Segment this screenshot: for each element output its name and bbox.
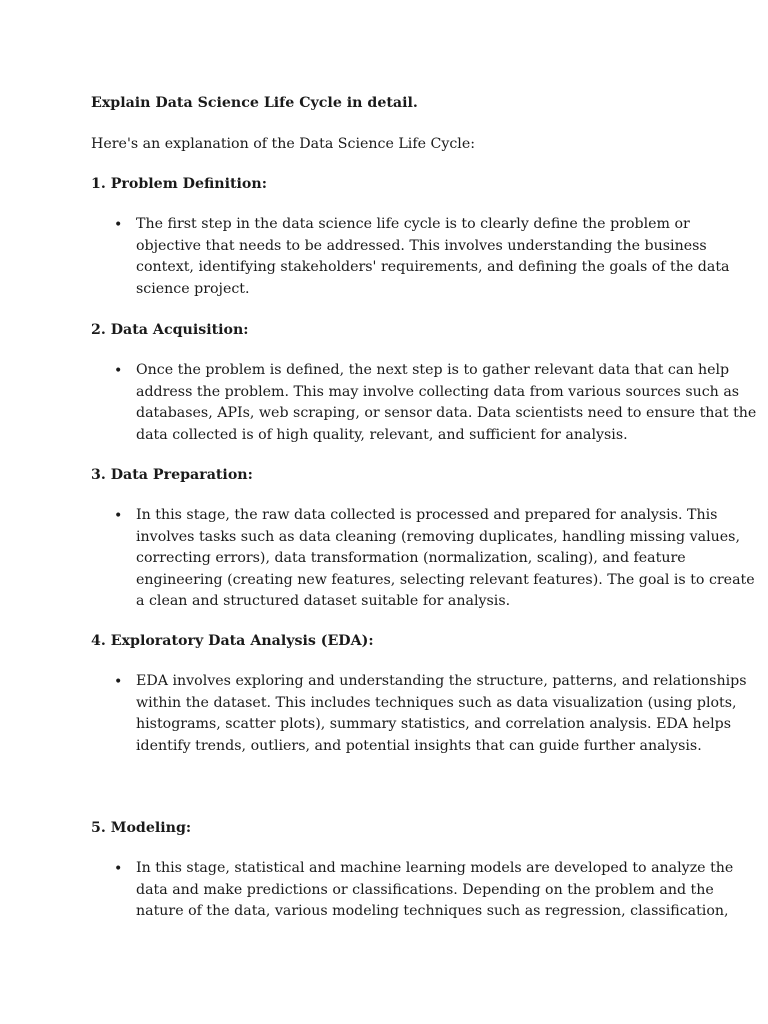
body-line: engineering (creating new features, selecting relevant features). The goal is to create xyxy=(136,571,755,588)
body-line: EDA involves exploring and understanding the structure, patterns, and relationships xyxy=(136,673,747,689)
bullet-marker: • xyxy=(114,508,123,524)
section-heading-eda: 4. Exploratory Data Analysis (EDA): xyxy=(91,633,374,649)
body-line: data and make predictions or classifications. Depending on the problem and the xyxy=(136,881,714,898)
section-body-data-preparation xyxy=(136,505,755,613)
section-body-problem-definition xyxy=(136,214,730,300)
body-line: science project. xyxy=(136,280,250,297)
section-heading-problem-definition: 1. Problem Definition: xyxy=(91,176,267,192)
body-line: The first step in the data science life cycle is to clearly define the problem or xyxy=(136,216,690,232)
bullet-marker: • xyxy=(114,217,123,233)
body-line: Once the problem is defined, the next step is to gather relevant data that can help xyxy=(136,362,730,378)
section-heading-modeling: 5. Modeling: xyxy=(91,820,192,836)
section-body-data-acquisition xyxy=(136,360,757,446)
body-line: databases, APIs, web scraping, or sensor data. Data scientists need to ensure that the xyxy=(136,405,757,421)
body-line: a clean and structured dataset suitable for analysis. xyxy=(136,593,511,609)
body-line: In this stage, statistical and machine learning models are developed to analyze the xyxy=(136,860,734,876)
section-body-eda xyxy=(136,671,747,757)
body-line: identify trends, outliers, and potential insights that can guide further analysis. xyxy=(136,737,702,754)
body-line: objective that needs to be addressed. This involves understanding the business xyxy=(136,237,707,254)
body-line: nature of the data, various modeling techniques such as regression, classification, xyxy=(136,903,729,919)
body-line: In this stage, the raw data collected is processed and prepared for analysis. This xyxy=(136,507,718,523)
body-line: context, identifying stakeholders' requirements, and defining the goals of the data xyxy=(136,259,730,275)
body-line: address the problem. This may involve collecting data from various sources such as xyxy=(136,383,740,400)
body-line: histograms, scatter plots), summary statistics, and correlation analysis. EDA helps xyxy=(136,716,731,732)
bullet-marker: • xyxy=(114,363,123,379)
body-line: involves tasks such as data cleaning (removing duplicates, handling missing values, xyxy=(136,528,740,545)
body-line: correcting errors), data transformation (normalization, scaling), and feature xyxy=(136,550,686,566)
section-heading-data-preparation: 3. Data Preparation: xyxy=(91,467,253,483)
body-line: data collected is of high quality, relevant, and sufficient for analysis. xyxy=(136,426,628,443)
section-body-modeling xyxy=(136,858,734,923)
bullet-marker: • xyxy=(114,674,123,690)
intro-paragraph: Here's an explanation of the Data Science Life Cycle: xyxy=(91,136,476,152)
section-heading-data-acquisition: 2. Data Acquisition: xyxy=(91,322,249,338)
document-title: Explain Data Science Life Cycle in detail. xyxy=(91,95,418,111)
body-line: within the dataset. This includes techniques such as data visualization (using plots, xyxy=(136,694,737,711)
bullet-marker: • xyxy=(114,861,123,877)
